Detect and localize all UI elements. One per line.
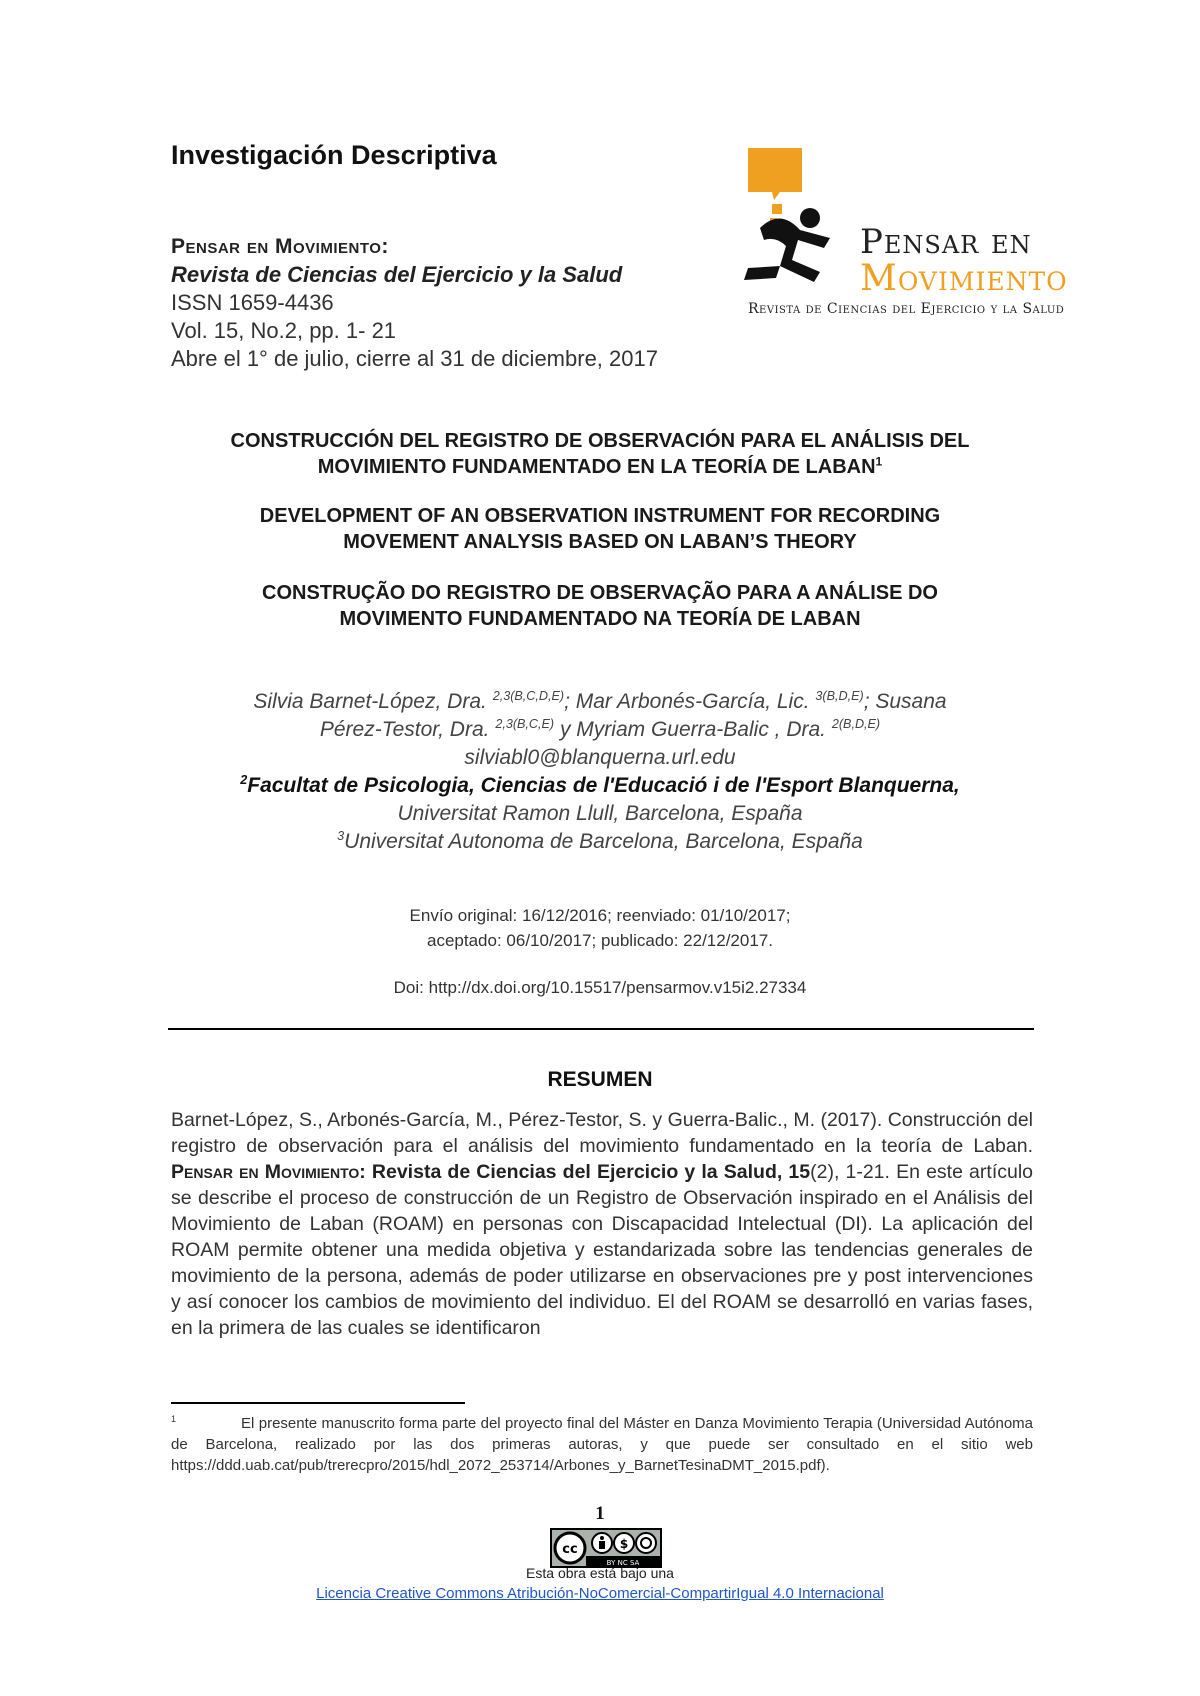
affiliation-2-mark: 2 <box>240 773 248 787</box>
creative-commons-badge[interactable] <box>550 1528 662 1568</box>
journal-name: Pensar en Movimiento: <box>171 235 389 258</box>
journal-period: Abre el 1° de julio, cierre al 31 de diciembre, 2017 <box>171 346 658 371</box>
authors-block <box>150 688 1050 856</box>
logo-line1: Pensar en <box>860 222 1032 262</box>
abstract-journal-sub: Revista de Ciencias del Ejercicio y la Salud, 15 <box>365 1161 811 1183</box>
footnote: $^1$ El presente manuscrito forma parte del proyecto final del Máster en Danza Movimiento Terapia (Universidad Autónoma de Barcelona, realizado por las dos primeras autoras, y que puede ser consultado en el sitio web https://ddd.uab.cat/pub/trerecpro/2015/hdl_2072_253714/Arbones_y_BarnetTesinaDMT_2015.pdf). <box>171 1414 1033 1474</box>
author-3-part1: ; Susana <box>863 690 947 713</box>
title-english <box>150 503 1050 555</box>
title-portuguese <box>150 580 1050 632</box>
author-4-affil: 2(B,D,E) <box>831 717 881 731</box>
corresponding-email[interactable]: silviabl0@blanquerna.url.edu <box>464 746 736 769</box>
abstract-text <box>171 1107 1033 1341</box>
journal-volume: Vol. 15, No.2, pp. 1- 21 <box>171 318 397 343</box>
author-4: y Myriam Guerra-Balic , Dra. <box>554 718 826 741</box>
footnote-divider <box>171 1402 465 1404</box>
submission-dates <box>150 903 1050 953</box>
runner-icon <box>744 208 830 282</box>
cc-badge-text: BY NC SA <box>606 1559 640 1567</box>
title-en-line2: MOVEMENT ANALYSIS BASED ON LABAN’S THEORY <box>343 531 857 553</box>
speech-bubble-icon <box>748 148 802 200</box>
journal-subtitle: Revista de Ciencias del Ejercicio y la Salud <box>171 262 623 287</box>
svg-text:$: $ <box>619 1537 629 1551</box>
section-divider <box>168 1028 1034 1030</box>
affiliation-2: Facultat de Psicologia, Ciencias de l'Educació i de l'Esport Blanquerna, <box>247 774 960 797</box>
dates-line2: aceptado: 06/10/2017; publicado: 22/12/2017. <box>427 931 773 950</box>
title-pt-line1: CONSTRUÇÃO DO REGISTRO DE OBSERVAÇÃO PARA A ANÁLISE DO <box>262 582 938 604</box>
section-type-heading: Investigación Descriptiva <box>171 140 497 170</box>
license-text: Esta obra está bajo una <box>526 1565 674 1581</box>
author-2: ; Mar Arbonés-García, Lic. <box>564 690 810 713</box>
author-3-part2: Pérez-Testor, Dra. <box>319 718 490 741</box>
sharealike-icon <box>636 1533 656 1553</box>
affiliation-2-line2: Universitat Ramon Llull, Barcelona, España <box>397 802 803 825</box>
author-2-affil: 3(B,D,E) <box>815 689 864 703</box>
journal-issn: ISSN 1659-4436 <box>171 290 334 315</box>
resumen-heading: RESUMEN <box>547 1068 653 1091</box>
affiliation-3: Universitat Autonoma de Barcelona, Barcelona, España <box>344 830 863 853</box>
footnote-mark: 1 <box>875 454 883 469</box>
dates-line1: Envío original: 16/12/2016; reenviado: 01/10/2017; <box>409 906 791 925</box>
doi-link[interactable]: Doi: http://dx.doi.org/10.15517/pensarmov.v15i2.27334 <box>393 978 807 997</box>
abstract-journal: Pensar en Movimiento: <box>171 1161 366 1183</box>
abstract-citation: Barnet-López, S., Arbonés-García, M., Pérez-Testor, S. y Guerra-Balic., M. (2017). Construcción del registro de observación para el análisis del movimiento fundamentado en la teoría de Laban. <box>171 1109 1033 1157</box>
author-1-affil: 2,3(B,C,D,E) <box>492 689 565 703</box>
abstract-issue: (2), 1-21. <box>810 1161 890 1183</box>
license-link[interactable]: Licencia Creative Commons Atribución-NoComercial-CompartirIgual 4.0 Internacional <box>316 1585 884 1602</box>
logo-line3: Revista de Ciencias del Ejercicio y la Salud <box>748 301 1065 317</box>
author-1: Silvia Barnet-López, Dra. <box>253 690 487 713</box>
title-es-line1: CONSTRUCCIÓN DEL REGISTRO DE OBSERVACIÓN PARA EL ANÁLISIS DEL <box>230 430 970 452</box>
author-3-affil: 2,3(B,C,E) <box>495 717 555 731</box>
title-es-line2: MOVIMIENTO FUNDAMENTADO EN LA TEORÍA DE LABAN <box>317 456 876 478</box>
page-number: 1 <box>595 1503 605 1524</box>
abstract-body: En este artículo se describe el proceso de construcción de un Registro de Observación inspirado en el Análisis del Movimiento de Laban (ROAM) en personas con Discapacidad Intelectual (DI). La aplicación del ROAM permite obtener una medida objetiva y estandarizada sobre las tendencias generales de movimiento de la persona, además de poder utilizarse en observaciones pre y post intervenciones y así conocer los cambios de movimiento del individuo. El del ROAM se desarrolló en varias fases, en la primera de las cuales se identificaron <box>171 1161 1034 1339</box>
footnote-text: El presente manuscrito forma parte del proyecto final del Máster en Danza Movimiento Terapia (Universidad Autónoma de Barcelona, realizado por las dos primeras autoras, y que puede ser consultado en el sitio web https://ddd.uab.cat/pub/trerecpro/2015/hdl_2072_253714/Arbones_y_BarnetTesinaDMT_2015.pdf). <box>171 1415 1033 1474</box>
title-pt-line2: MOVIMENTO FUNDAMENTADO NA TEORÍA DE LABAN <box>339 608 861 630</box>
title-spanish <box>150 428 1050 480</box>
journal-info <box>171 232 658 373</box>
title-en-line1: DEVELOPMENT OF AN OBSERVATION INSTRUMENT FOR RECORDING <box>259 505 941 527</box>
logo-line2: Movimiento <box>860 258 1068 299</box>
affiliation-3-mark: 3 <box>337 829 345 843</box>
svg-text:cc: cc <box>562 1542 578 1557</box>
